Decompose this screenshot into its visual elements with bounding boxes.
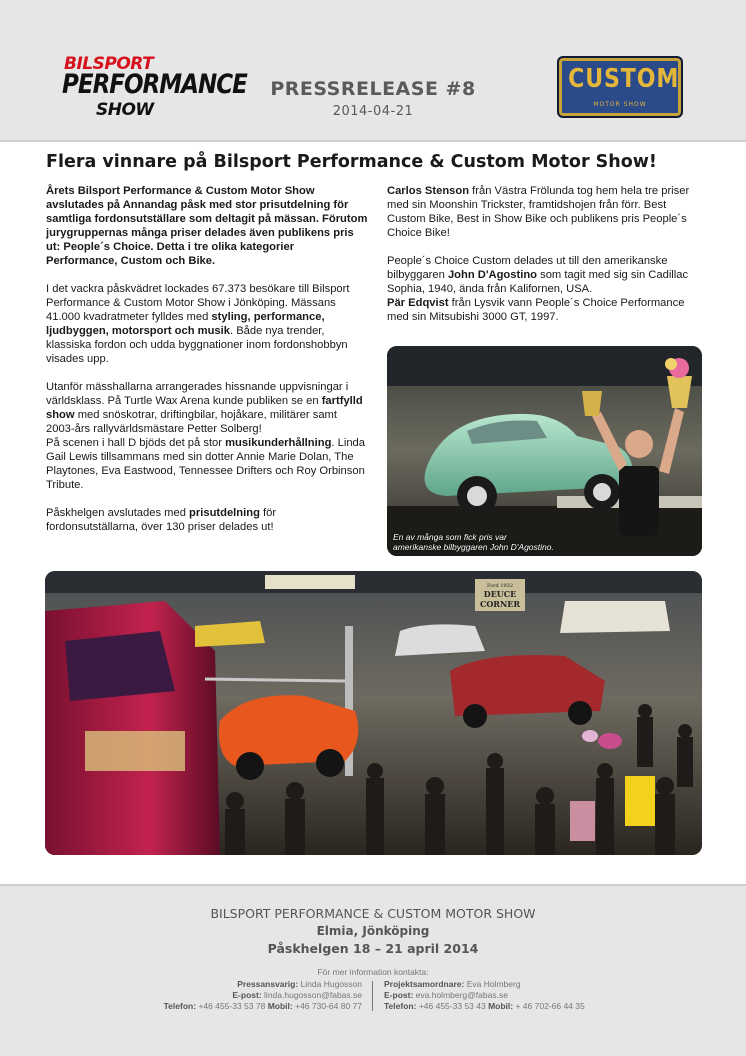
press-release-title: PRESSRELEASE #8 [270,78,476,100]
label: Telefon: [384,1001,417,1011]
emphasis: styling, performance, ljudbyggen, motorsport och musik [46,311,325,337]
paragraph-visitors [46,282,368,366]
article-lead: Årets Bilsport Performance & Custom Motor Show avslutades på Annandag påsk med stor prisutdelning för samtliga fordonsutställare som deltagit på mässan. Förutom jurygruppernas många priser delades även publikens pris ut: People´s Choice. Detta i tre olika kategorier Performance, Custom och Bike. [46,185,368,267]
footer-contact-note: För mer information kontakta: [317,967,429,977]
label: Mobil: [267,1001,293,1011]
label: Pressansvarig: [237,979,299,989]
text: I det vackra påskvädret lockades 67.373 besökare till Bilsport Performance & Custom Motor Show i Jönköping. Mässans 41.000 kvadratmeter fylldes med [46,283,350,323]
emphasis: prisutdelning [189,507,260,519]
caption-line: En av många som fick pris var [393,532,507,542]
label: E-post: [232,990,262,1000]
contact-name: Linda Hugosson [300,979,362,989]
custom-logo-sub: MOTOR SHOW [593,101,647,108]
emphasis: Pär Edqvist [387,297,449,309]
header-band [0,0,746,142]
logo-line-performance: PERFORMANCE [62,70,247,100]
winner-photo-caption [393,532,554,552]
project-contact [384,979,684,1012]
text: Påskhelgen avslutades med [46,507,190,519]
paragraph-shows [46,380,368,492]
paragraph-awards [46,506,368,534]
exhibition-hall-photo [45,571,702,855]
press-contact [100,979,362,1012]
text: som tagit med sig sin Cadillac Sophia, 1940, ända från Kalifornen, USA. [387,269,689,295]
paragraph-peoples-choice [387,254,705,324]
label: Mobil: [488,1001,514,1011]
contact-phone: +46 455-33 53 43 [418,1001,486,1011]
article-column-left [46,184,368,548]
label: Telefon: [163,1001,197,1011]
custom-logo-main: CUSTOM [568,64,680,94]
footer-venue: Elmia, Jönköping [316,924,430,938]
sign-text: CORNER [479,599,521,609]
article-headline: Flera vinnare på Bilsport Performance & Custom Motor Show! [46,152,657,172]
caption-line: amerikanske bilbyggaren John D'Agostino. [393,542,554,552]
contact-phone: +46 455-33 53 78 [198,1001,266,1011]
text: . Linda Gail Lewis tillsammans med sin dotter Annie Marie Dolan, The Playtones, Eva Eastwood, Tennessee Drifters och Roy Orbinson Tribute. [46,437,365,491]
text: från Västra Frölunda tog hem hela tre priser med sin Moonshin Trickster, framtidshojen från förr. Best Custom Bike, Best in Show Bike och publikens pris People´s Choice Bike! [387,185,690,239]
paragraph-carlos-stenson [387,184,705,240]
winner-photo [387,346,702,556]
text: med snöskotrar, driftingbilar, hojåkare, militärer samt 2003-års rallyvärldsmästare Petter Solberg! [46,409,337,435]
label: E-post: [384,990,414,1000]
text: . Både nya trender, klassiska fordon och udda byggnationer inom fordonshobbyn visades upp. [46,325,348,365]
article-column-right [387,184,705,338]
contact-email-link[interactable]: eva.holmberg@fabas.se [415,990,508,1000]
contact-mobile: +46 730-64 80 77 [295,1001,362,1011]
bilsport-performance-show-logo [62,54,247,124]
emphasis: musikunderhållning [225,437,332,449]
footer-band [0,884,746,1056]
winner-photo-illustration [387,346,702,556]
contact-mobile: + 46 702-66 44 35 [515,1001,585,1011]
logo-line-show: SHOW [96,100,154,120]
emphasis: fartfylld show [46,395,363,421]
emphasis: Carlos Stenson [387,185,470,197]
text: för fordonsutställarna, över 130 priser delades ut! [46,507,277,533]
sign-text: DEUCE [483,589,517,599]
contact-name: Eva Holmberg [466,979,521,989]
footer-dates: Påskhelgen 18 – 21 april 2014 [267,941,479,956]
text: från Lysvik vann People´s Choice Performance med sin Mitsubishi 3000 GT, 1997. [387,297,685,323]
text: People´s Choice Custom delades ut till den amerikanske bilbyggaren [387,255,668,281]
text: På scenen i hall D bjöds det på stor [46,437,226,449]
label: Projektsamordnare: [384,979,465,989]
sign-text: Ford 1932 [486,583,514,589]
contact-email-link[interactable]: linda.hugosson@fabas.se [264,990,362,1000]
emphasis: John D'Agostino [447,269,537,281]
footer-event-name: BILSPORT PERFORMANCE & CUSTOM MOTOR SHOW [210,906,536,921]
custom-motor-show-logo [557,56,683,118]
logo-line-bilsport: BILSPORT [64,54,154,74]
text: Utanför mässhallarna arrangerades hissnande uppvisningar i världsklass. På Turtle Wax Arena kunde publiken se en [46,381,349,407]
exhibition-hall-illustration [45,571,702,855]
contact-divider [372,981,373,1011]
press-release-date: 2014-04-21 [332,104,414,119]
